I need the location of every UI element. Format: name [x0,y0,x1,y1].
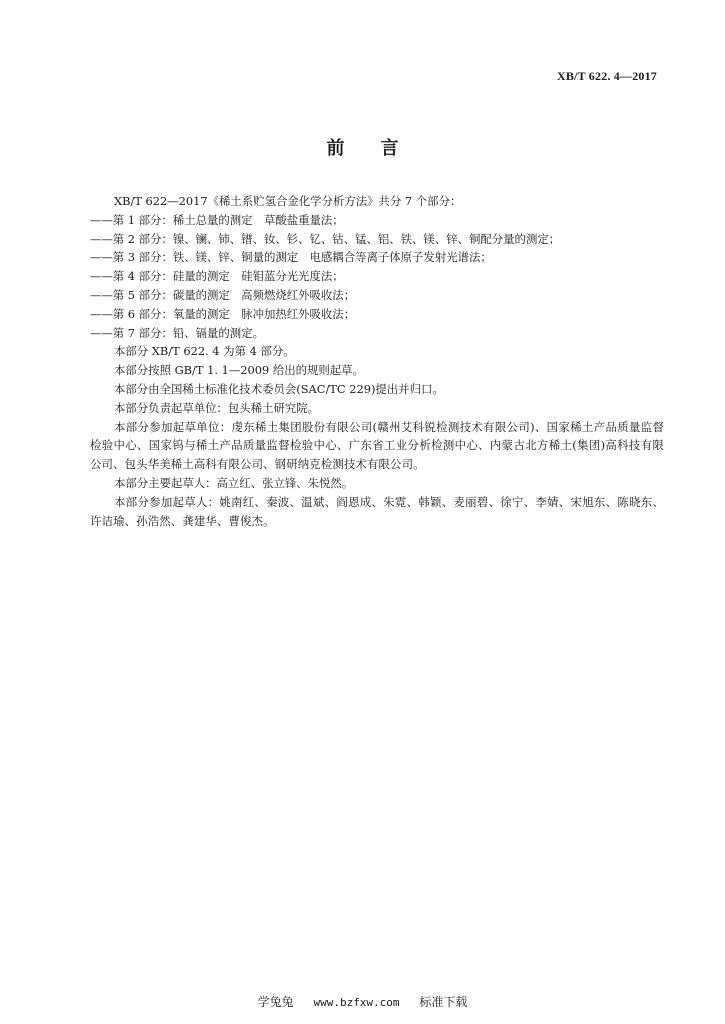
part-list-item: ——第 7 部分：铅、镉量的测定。 [90,325,264,340]
part-list-item: ——第 1 部分：稀土总量的测定 草酸盐重量法； [90,212,344,227]
part-list-item: ——第 5 部分：碳量的测定 高频燃烧红外吸收法； [90,287,356,302]
standard-number: XB/T 622. 4—2017 [557,69,657,83]
paragraph-responsible-unit: 本部分负责起草单位：包头稀土研究院。 [114,400,320,415]
part-list-item: ——第 6 部分：氧量的测定 脉冲加热红外吸收法； [90,306,356,321]
footer-tagline: 标准下载 [419,995,468,1009]
part-list-item: ——第 2 部分：镍、镧、铈、镨、钕、钐、钇、钴、锰、铝、铁、镁、锌、铜配分量的测定； [90,231,561,246]
footer-url-link[interactable]: www.bzfxw.com [313,996,400,1009]
paragraph-main-drafters: 本部分主要起草人：高立红、张立锋、朱悦然。 [114,475,354,490]
paragraph-drafting-rules: 本部分按照 GB/T 1. 1—2009 给出的规则起草。 [114,363,364,378]
paragraph-participating-units: 本部分参加起草单位：虔东稀土集团股份有限公司(赣州艾科锐检测技术有限公司)、国家稀土产品质量监督检验中心、国家钨与稀土产品质量监督检验中心、广东省工业分析检测中心、内蒙古北方稀土(集团)高科技有限公司、包头华美稀土高科有限公司、钢研纳克检测技术有限公司。 [90,419,664,472]
paragraph-other-drafters: 本部分参加起草人：姚南红、秦波、温斌、阎恩成、朱霓、韩颖、麦丽碧、徐宁、李婧、宋旭东、陈晓东、许诘瑜、孙浩然、龚建华、曹俊杰。 [90,494,664,528]
paragraph-proposer: 本部分由全国稀土标准化技术委员会(SAC/TC 229)提出并归口。 [114,381,444,396]
part-list-item: ——第 3 部分：铁、镁、锌、铜量的测定 电感耦合等离子体原子发射光谱法； [90,250,492,265]
paragraph-part-number: 本部分 XB/T 622. 4 为第 4 部分。 [114,344,295,359]
part-list-item: ——第 4 部分：硅量的测定 硅钼蓝分光光度法； [90,269,344,284]
document-body [90,192,664,530]
footer-site-name: 学兔兔 [257,995,294,1009]
intro-line: XB/T 622—2017《稀土系贮氢合金化学分析方法》共分 7 个部分： [114,194,462,208]
page-title: 前言 [326,138,435,159]
page-footer [0,993,725,1010]
